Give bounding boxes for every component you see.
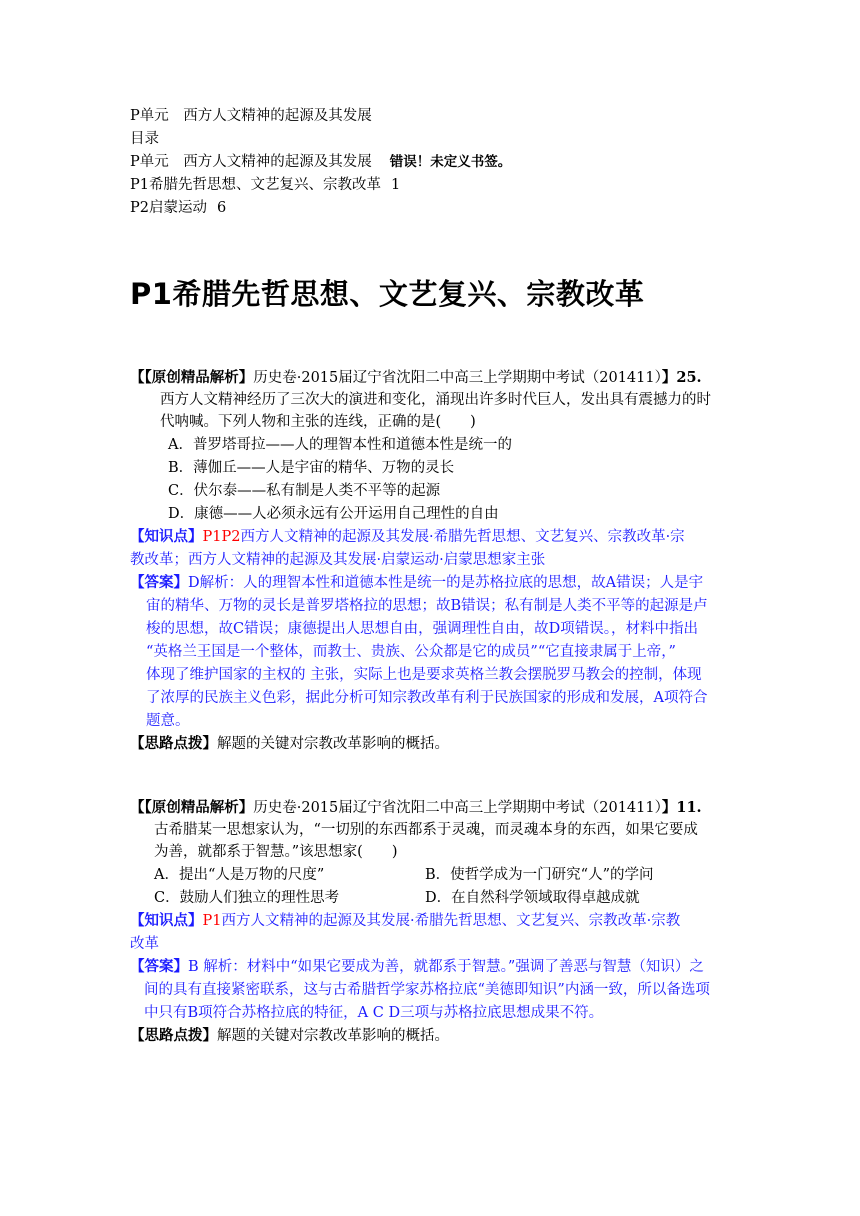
q2-answer-line-3: 中只有B项符合苏格拉底的特征，A C D三项与苏格拉底思想成果不符。 [144,1005,604,1021]
q2-tip-label: 【思路点拨】 [130,1027,217,1044]
q1-knowledge-point [130,526,685,548]
q2-source-text: 历史卷·2015届辽宁省沈阳二中高三上学期期中考试（201411） [253,800,662,816]
q1-option-d: D．康德——人必须永远有公开运用自己理性的自由 [168,506,499,522]
toc-entry-p1[interactable] [130,174,400,196]
q2-tip [130,1025,449,1047]
q2-answer-line-1 [130,956,704,978]
q1-answer-line-1 [130,572,703,594]
q2-kp-text-2: 改革 [130,936,159,952]
q2-option-a: A．提出“人是万物的尺度” [154,867,325,883]
q2-knowledge-point [130,910,680,932]
q1-tip [130,733,449,755]
q2-kp-text-1: 西方人文精神的起源及其发展·希腊先哲思想、文艺复兴、宗教改革·宗教 [221,913,681,929]
q1-option-c: C．伏尔泰——私有制是人类不平等的起源 [168,483,441,499]
q1-source-text: 历史卷·2015届辽宁省沈阳二中高三上学期期中考试（201411） [253,370,662,386]
toc-entry-p2-text: P2启蒙运动 [130,200,207,216]
q1-source [130,367,702,389]
q1-answer-line-5: 体现了维护国家的主权的 主张，实际上也是要求英格兰教会摆脱罗马教会的控制，体现 [146,667,702,683]
toc-entry-unit-text: P单元 西方人文精神的起源及其发展 [130,154,372,170]
q2-ans-label: 【答案】 [130,958,188,975]
q2-source-open: 【【原创精品解析】 [130,799,254,816]
toc-label: 目录 [130,131,159,147]
q2-kp-label: 【知识点】 [130,912,203,929]
q1-stem-2: 代呐喊。下列人物和主张的连线，正确的是( ) [160,414,476,430]
q1-answer-line-3: 梭的思想，故C错误；康德提出人思想自由，强调理性自由，故D项错误。，材料中指出 [146,621,698,637]
q2-stem-2: 为善，就都系于智慧。”该思想家( ) [154,844,398,860]
q1-answer-line-6: 了浓厚的民族主义色彩，据此分析可知宗教改革有利于民族国家的形成和发展，A项符合 [146,690,708,706]
q2-stem-1: 古希腊某一思想家认为，“一切别的东西都系于灵魂，而灵魂本身的东西，如果它要成 [154,822,698,838]
q2-answer-line-2: 间的具有直接紧密联系，这与古希腊哲学家苏格拉底“美德即知识”内涵一致，所以备选项 [144,982,710,998]
q1-ans-label: 【答案】 [130,574,188,591]
q2-source-close: 】11. [661,799,702,816]
q1-tip-label: 【思路点拨】 [130,735,217,752]
toc-entry-p2[interactable] [130,197,226,219]
q1-source-close: 】25. [661,369,702,386]
q1-kp-text-2: 教改革；西方人文精神的起源及其发展·启蒙运动·启蒙思想家主张 [130,552,546,568]
q2-tip-text: 解题的关键对宗教改革影响的概括。 [217,1028,449,1044]
q1-kp-text-1: 西方人文精神的起源及其发展·希腊先哲思想、文艺复兴、宗教改革·宗 [240,529,685,545]
q1-option-a: A．普罗塔哥拉——人的理智本性和道德本性是统一的 [168,437,512,453]
q1-answer-line-2: 宙的精华、万物的灵长是普罗塔格拉的思想；故B错误；私有制是人类不平等的起源是卢 [146,598,708,614]
q1-ans-text-1: D解析：人的理智本性和道德本性是统一的是苏格拉底的思想，故A错误；人是宇 [188,575,704,591]
q2-ans-text-1: B 解析：材料中“如果它要成为善，就都系于智慧。”强调了善恶与智慧（知识）之 [188,959,704,975]
toc-entry-unit[interactable] [130,151,511,173]
q2-option-d: D．在自然科学领域取得卓越成就 [425,890,640,906]
toc-entry-p1-page: 1 [390,177,401,193]
q1-option-b: B．薄伽丘——人是宇宙的精华、万物的灵长 [168,460,455,476]
q1-answer-line-4: “英格兰王国是一个整体，而教士、贵族、公众都是它的成员”“它直接隶属于上帝，” [146,644,676,660]
q2-option-b: B．使哲学成为一门研究“人”的学问 [425,867,654,883]
toc-error-text: 错误！未定义书签。 [389,154,512,170]
q2-option-c: C．鼓励人们独立的理性思考 [154,890,340,906]
q1-stem-1: 西方人文精神经历了三次大的演进和变化，涌现出许多时代巨人，发出具有震撼力的时 [160,392,711,408]
q2-kp-code: P1 [202,913,222,929]
q1-kp-label: 【知识点】 [130,528,203,545]
q1-answer-line-7: 题意。 [146,713,190,729]
unit-title: P单元 西方人文精神的起源及其发展 [130,108,372,124]
q1-source-open: 【【原创精品解析】 [130,369,254,386]
toc-entry-p2-page: 6 [216,200,227,216]
section-heading: P1希腊先哲思想、文艺复兴、宗教改革 [130,277,645,311]
q1-tip-text: 解题的关键对宗教改革影响的概括。 [217,736,449,752]
toc-entry-p1-text: P1希腊先哲思想、文艺复兴、宗教改革 [130,177,381,193]
q2-source [130,797,702,819]
q1-kp-code: P1P2 [202,529,241,545]
